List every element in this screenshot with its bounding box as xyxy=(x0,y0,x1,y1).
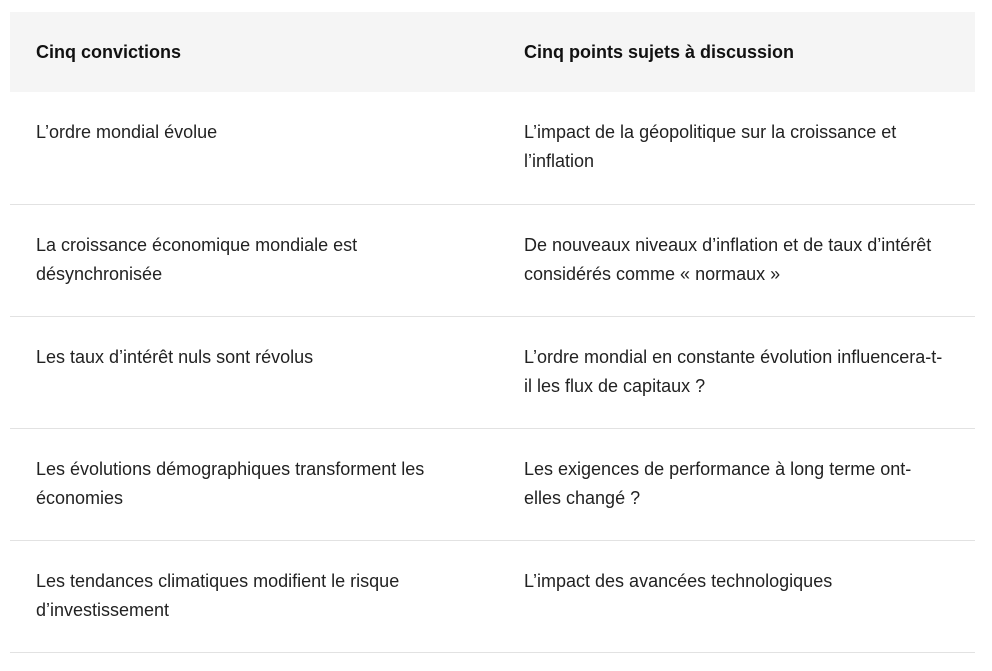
header-row xyxy=(10,12,975,92)
table-row xyxy=(10,428,975,540)
column-header-discussion-points: Cinq points sujets à discussion xyxy=(524,41,795,62)
table-row xyxy=(10,92,975,204)
comparison-table-container xyxy=(10,12,975,653)
conviction-cell: Les tendances climatiques modifient le risque d’investissement xyxy=(36,570,400,620)
table-row xyxy=(10,204,975,316)
discussion-point-cell: L’ordre mondial en constante évolution influencera-t-il les flux de capitaux ? xyxy=(524,346,943,396)
table-row xyxy=(10,316,975,428)
conviction-cell: Les évolutions démographiques transforment les économies xyxy=(36,458,425,508)
conviction-cell: La croissance économique mondiale est désynchronisée xyxy=(36,234,358,284)
conviction-cell: Les taux d’intérêt nuls sont révolus xyxy=(36,346,314,367)
discussion-point-cell: De nouveaux niveaux d’inflation et de taux d’intérêt considérés comme « normaux » xyxy=(524,234,932,284)
discussion-point-cell: L’impact des avancées technologiques xyxy=(524,570,833,591)
column-header-convictions: Cinq convictions xyxy=(36,41,182,62)
discussion-point-cell: Les exigences de performance à long terme ont-elles changé ? xyxy=(524,458,912,508)
comparison-table xyxy=(10,12,975,653)
table-row xyxy=(10,540,975,652)
discussion-point-cell: L’impact de la géopolitique sur la croissance et l’inflation xyxy=(524,122,897,171)
table-header xyxy=(10,12,975,92)
conviction-cell: L’ordre mondial évolue xyxy=(36,122,218,142)
table-body xyxy=(10,92,975,652)
